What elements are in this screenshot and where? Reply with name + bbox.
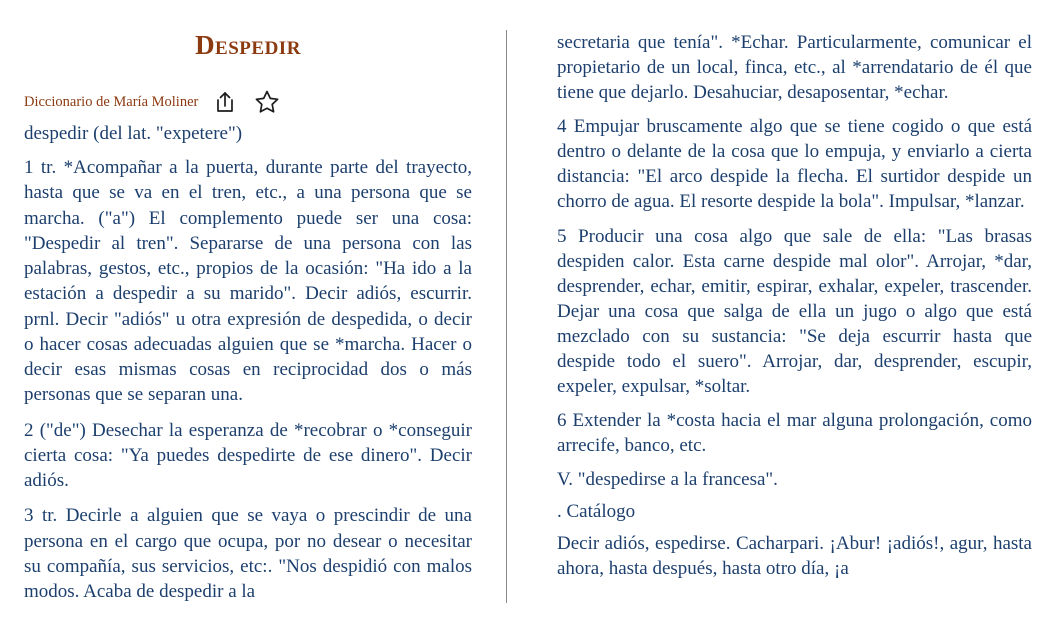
source-row xyxy=(24,87,472,117)
catalog-body: Decir adiós, espedirse. Cacharpari. ¡Abur! ¡adiós!, agur, hasta ahora, hasta después, hasta otro día, ¡a xyxy=(557,533,1032,580)
sense-4: 4 Empujar bruscamente algo que se tiene cogido o que está dentro o delante de la cosa que lo empuja, y enviarlo a cierta distancia: "El arco despide la flecha. El surtidor despide un chorro de agua. El resorte despide la bola". Impulsar, *lanzar. xyxy=(557,116,1032,213)
sense-6: 6 Extender la *costa hacia el mar alguna prolongación, como arrecife, banco, etc. xyxy=(557,410,1032,457)
sense-3: 3 tr. Decirle a alguien que se vaya o prescindir de una persona en el cargo que ocupa, por no desear o necesitar su compañía, sus servicios, etc:. "Nos despidió con malos modos. Acaba de despedir a la xyxy=(24,505,472,603)
page-title: Despedir xyxy=(195,30,301,60)
see-also-line: V. "despedirse a la francesa". xyxy=(557,469,778,491)
sense-2: 2 ("de") Desechar la esperanza de *recobrar o *conseguir cierta cosa: "Ya puedes despedirte de ese dinero". Decir adiós. xyxy=(24,419,472,492)
source-label: Diccionario de María Moliner xyxy=(24,93,199,110)
catalog-heading: . Catálogo xyxy=(557,501,636,523)
right-column xyxy=(507,0,1062,617)
entry-etymology: despedir (del lat. "expetere") xyxy=(24,123,243,144)
sense-5: 5 Producir una cosa algo que sale de ella: "Las brasas despiden calor. Esta carne despide mal olor". Arrojar, *dar, desprender, echar, emitir, espirar, exhalar, expeler, trascender. Dejar una cosa que salga de ella un jugo o algo que está mezclado con su sustancia: "Se deja escurrir hasta que despide todo el suero". Arrojar, dar, desprender, escupir, expeler, expulsar, *soltar. xyxy=(557,225,1032,398)
left-column xyxy=(0,0,506,617)
share-icon[interactable] xyxy=(210,87,240,117)
sense-3-continued: secretaria que tenía". *Echar. Particularmente, comunicar el propietario de un local, finca, etc., al *arrendatario de él que tiene que dejarlo. Desahuciar, desaposentar, *echar. xyxy=(557,32,1032,104)
sense-1: 1 tr. *Acompañar a la puerta, durante parte del trayecto, hasta que se va en el tren, etc., a una persona que se marcha. ("a") El complemento puede ser una cosa: "Despedir al tren". Separarse de una persona con las palabras, gestos, etc., propios de la ocasión: "Ha ido a la estación a despedir a su marido". Decir adiós, escurrir. prnl. Decir "adiós" u otra expresión de despedida, o decir o hacer cosas adecuadas alguien que se *marcha. Hacer o decir esas mismas cosas en reciprocidad dos o más personas que se separan una. xyxy=(24,157,472,406)
star-outline-icon[interactable] xyxy=(252,87,282,117)
